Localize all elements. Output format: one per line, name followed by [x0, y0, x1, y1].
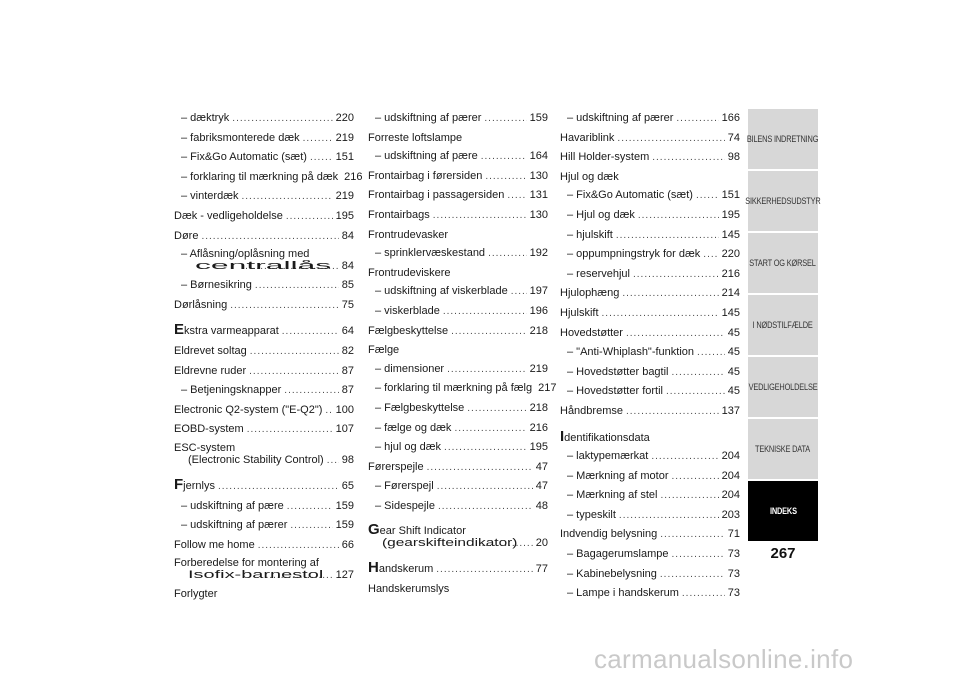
dot-leader: [485, 168, 526, 187]
dot-leader: [652, 149, 725, 168]
page-ref: 159: [335, 499, 354, 512]
index-term: – typeskilt: [567, 508, 616, 521]
dot-leader: [666, 383, 725, 402]
page-ref: 20: [535, 537, 548, 550]
page-ref: 145: [721, 228, 740, 241]
chapter-tab-label: INDEKS: [769, 506, 797, 516]
dot-leader: [696, 187, 719, 206]
index-term-continued: (Electronic Stability Control): [188, 453, 324, 466]
dot-leader: [290, 517, 332, 536]
index-term: jernlys: [183, 479, 215, 492]
page-ref: 204: [721, 469, 740, 482]
index-entry: [174, 420, 354, 440]
index-entry: [560, 245, 740, 265]
index-entry: [560, 265, 740, 285]
index-entry: [174, 555, 354, 585]
dot-leader: [626, 403, 719, 422]
dot-leader: [651, 448, 718, 467]
index-term: – udskiftning af pærer: [375, 112, 482, 124]
dot-leader: [230, 297, 339, 316]
index-term: Frontrudevasker: [368, 228, 449, 241]
page-ref: 82: [341, 344, 354, 357]
index-column-3: [560, 109, 740, 604]
dot-leader: [241, 188, 332, 207]
chapter-tab-7[interactable]: [748, 481, 818, 541]
page-ref: 218: [529, 401, 548, 414]
dot-leader: [676, 110, 718, 129]
page-ref: 47: [535, 480, 548, 493]
index-letter: F: [174, 475, 184, 493]
index-term: Dæk - vedligeholdelse: [174, 209, 283, 222]
index-entry: [174, 401, 354, 421]
dot-leader: [672, 364, 725, 383]
index-term: Forberedelse for montering af: [174, 557, 319, 570]
index-entry: [560, 565, 740, 585]
index-term: – Fælgbeskyttelse: [375, 401, 465, 414]
dot-leader: [671, 468, 718, 487]
index-term: – dimensioner: [375, 362, 445, 375]
index-term: – viskerblade: [375, 304, 440, 317]
index-term: – Hjul og dæk: [567, 208, 635, 221]
index-entry: [368, 264, 548, 283]
page-ref: 73: [727, 587, 740, 600]
index-term: Hill Holder-system: [560, 151, 650, 164]
index-letter: E: [174, 321, 185, 339]
index-entry: [174, 497, 354, 517]
index-term: – Fix&Go Automatic (sæt): [567, 189, 693, 202]
index-term: – oppumpningstryk for dæk: [567, 248, 701, 261]
dot-leader: [638, 207, 719, 226]
page-ref: 151: [335, 151, 354, 164]
index-entry: [368, 226, 548, 245]
watermark: carmanualsonline.info: [594, 644, 854, 674]
index-entry: [368, 559, 548, 580]
index-term: – Førerspejl: [375, 480, 434, 493]
index-entry: [174, 148, 354, 168]
index-entry: [174, 536, 354, 556]
index-entry: [174, 585, 354, 604]
index-entry: [368, 360, 548, 380]
index-entry: [368, 438, 548, 458]
page-ref: 87: [341, 384, 354, 397]
dot-leader: [672, 546, 725, 565]
index-entry: [174, 476, 354, 497]
dot-leader: [282, 323, 339, 342]
index-entry: [560, 402, 740, 422]
index-entry: [368, 458, 548, 478]
page-ref: 219: [335, 190, 354, 203]
index-term: – "Anti-Whiplash"-funktion: [567, 346, 695, 359]
index-term: – udskiftning af pære: [375, 150, 478, 163]
dot-leader: [454, 420, 526, 439]
index-term: – Hovedstøtter fortil: [567, 385, 663, 398]
page-ref: 216: [344, 170, 363, 183]
page-ref: 65: [341, 479, 354, 492]
index-term: – Hovedstøtter bagtil: [567, 365, 669, 378]
index-entry: [174, 227, 354, 247]
page-ref: 130: [529, 208, 548, 221]
index-term: – dæktryk: [181, 112, 230, 124]
index-term: dentifikationsdata: [564, 431, 650, 444]
index-term: – vinterdæk: [181, 190, 239, 203]
index-term: – laktypemærkat: [567, 450, 649, 463]
index-term: Hovedstøtter: [560, 326, 623, 339]
page-ref: 71: [727, 528, 740, 541]
index-entry: [368, 580, 548, 599]
page-ref: 166: [721, 112, 740, 124]
dot-leader: [325, 402, 332, 421]
index-entry: [368, 379, 557, 399]
index-term: – Betjeningsknapper: [181, 384, 282, 397]
page-ref: 130: [529, 169, 548, 182]
dot-leader: [258, 537, 339, 556]
page-ref: 98: [341, 453, 354, 466]
index-column-1: [174, 109, 363, 604]
index-entry: [560, 324, 740, 344]
index-term: – fabriksmonterede dæk: [181, 131, 300, 144]
page-ref: 192: [529, 247, 548, 260]
page-ref: 77: [535, 563, 548, 576]
index-term: Hjulskift: [560, 306, 599, 319]
chapter-tab-3[interactable]: [748, 233, 818, 293]
index-entry: [560, 129, 740, 149]
dot-leader: [443, 303, 527, 322]
page-ref: 196: [529, 304, 548, 317]
dot-leader: [444, 439, 527, 458]
page-ref: 75: [341, 298, 354, 311]
page-ref: 203: [721, 508, 740, 521]
index-term: – Kabinebelysning: [567, 567, 657, 580]
index-entry: [560, 467, 740, 487]
dot-leader: [622, 285, 718, 304]
dot-leader: [250, 343, 339, 362]
index-entry: [174, 362, 354, 382]
index-term: – forklaring til mærkning på dæk: [181, 170, 339, 183]
index-entry: [174, 109, 354, 129]
index-term: Follow me home: [174, 538, 255, 551]
dot-leader: [511, 283, 527, 302]
dot-leader: [481, 148, 527, 167]
page-ref: 164: [529, 150, 548, 163]
index-term: – forklaring til mærkning på fælg: [375, 382, 533, 395]
dot-leader: [451, 323, 527, 342]
index-entry: [368, 282, 548, 302]
dot-leader: [617, 130, 724, 149]
page-ref: 216: [721, 267, 740, 280]
index-term: – Mærkning af motor: [567, 469, 669, 482]
page-ref: 74: [727, 131, 740, 144]
index-letter: I: [560, 427, 565, 445]
index-letter: G: [368, 521, 380, 539]
index-term: andskerum: [378, 563, 434, 576]
index-entry: [560, 206, 740, 226]
page-ref: 84: [341, 229, 354, 242]
index-term: Håndbremse: [560, 404, 623, 417]
index-entry: [560, 168, 740, 187]
index-entry: [368, 399, 548, 419]
index-entry: [368, 109, 548, 129]
dot-leader: [602, 305, 719, 324]
page-ref: 204: [721, 450, 740, 463]
index-term: – udskiftning af pære: [181, 499, 284, 512]
index-entry: [368, 522, 548, 553]
index-entry: [560, 584, 740, 604]
chapter-tab-label: START OG KØRSEL: [749, 258, 817, 268]
index-term: Eldrevet soltag: [174, 344, 247, 357]
index-term: Forreste loftslampe: [368, 131, 463, 144]
dot-leader: [284, 382, 338, 401]
index-term: Frontairbag i passagersiden: [368, 189, 505, 202]
dot-leader: [507, 187, 526, 206]
page-ref: 220: [335, 112, 354, 124]
dot-leader: [310, 149, 333, 168]
page-ref: 87: [341, 364, 354, 377]
index-entry: [368, 497, 548, 517]
dot-leader: [232, 110, 332, 129]
chapter-tab-label: VEDLIGEHOLDELSE: [748, 382, 818, 392]
index-term: Indvendig belysning: [560, 528, 658, 541]
page-ref: 64: [341, 325, 354, 338]
index-term: Frontrudeviskere: [368, 266, 451, 279]
index-entry: [368, 477, 548, 497]
page-ref: 219: [529, 362, 548, 375]
index-entry: [560, 284, 740, 304]
page-ref: 127: [335, 569, 354, 582]
index-entry: [368, 206, 548, 226]
page-ref: 48: [535, 499, 548, 512]
index-term: Dørlåsning: [174, 298, 228, 311]
index-term-continued: Isofix-barnestol: [188, 569, 324, 582]
page-ref: 204: [721, 489, 740, 502]
index-term: – hjul og dæk: [375, 441, 442, 454]
index-term: Hjulophæng: [560, 287, 620, 300]
page-ref: 131: [529, 189, 548, 202]
index-entry: [560, 304, 740, 324]
index-entry: [560, 428, 740, 448]
dot-leader: [660, 566, 725, 585]
index-term: Forlygter: [174, 588, 218, 601]
index-term: – Bagagerumslampe: [567, 548, 669, 561]
page-ref: 107: [335, 423, 354, 436]
page-number: 267: [770, 545, 796, 562]
dot-leader: [327, 455, 339, 467]
index-entry: [368, 147, 548, 167]
chapter-tab-label: BILENS INDRETNING: [747, 134, 819, 144]
dot-leader: [436, 561, 532, 580]
page-ref: 45: [727, 365, 740, 378]
index-term: – sprinklervæskestand: [375, 247, 486, 260]
chapter-tab-2[interactable]: [745, 171, 821, 231]
dot-leader: [703, 246, 718, 265]
index-entry: [560, 486, 740, 506]
chapter-tab-4[interactable]: [748, 295, 818, 355]
dot-leader: [255, 277, 339, 296]
index-term: kstra varmeapparat: [184, 325, 279, 338]
index-term: – udskiftning af pærer: [181, 519, 288, 532]
index-entry: [368, 419, 548, 439]
chapter-tab-1[interactable]: [748, 109, 818, 169]
index-term: Fælgbeskyttelse: [368, 324, 449, 337]
index-term: ear Shift Indicator: [379, 525, 466, 538]
index-entry: [560, 109, 740, 129]
index-term: – Fix&Go Automatic (sæt): [181, 151, 307, 164]
index-entry: [368, 186, 548, 206]
index-letter: H: [368, 559, 379, 577]
dot-leader: [633, 266, 719, 285]
dot-leader: [433, 207, 527, 226]
index-entry: [368, 167, 548, 187]
index-term: Electronic Q2-system ("E-Q2"): [174, 403, 323, 416]
index-entry: [174, 321, 354, 342]
dot-leader: [427, 459, 533, 478]
page-ref: 219: [335, 131, 354, 144]
index-term: Eldrevne ruder: [174, 364, 247, 377]
page-ref: 137: [721, 404, 740, 417]
page-ref: 73: [727, 548, 740, 561]
page-ref: 218: [529, 324, 548, 337]
index-term: Førerspejle: [368, 460, 424, 473]
index-term: Frontairbag i førersiden: [368, 169, 483, 182]
index-term: ESC-system: [174, 441, 236, 454]
index-entry: [368, 244, 548, 264]
index-entry: [560, 545, 740, 565]
index-entry: [560, 447, 740, 467]
index-term: – reservehjul: [567, 267, 630, 280]
chapter-tab-label: I NØDSTILFÆLDE: [752, 320, 814, 330]
dot-leader: [201, 228, 338, 247]
index-term: – udskiftning af pærer: [567, 112, 674, 124]
index-entry: [560, 343, 740, 363]
index-entry: [560, 363, 740, 383]
chapter-tab-label: SIKKERHEDSUDSTYR: [745, 196, 821, 206]
chapter-tab-5[interactable]: [748, 357, 818, 417]
index-term-continued: (gearskifteindikator): [382, 537, 518, 550]
index-entry: [368, 302, 548, 322]
page-ref: 195: [529, 441, 548, 454]
page-ref: 45: [727, 346, 740, 359]
index-term: Havariblink: [560, 131, 615, 144]
page-ref: 217: [538, 382, 557, 395]
page-ref: 66: [341, 538, 354, 551]
index-entry: [560, 226, 740, 246]
index-term: – Sidespejle: [375, 499, 435, 512]
page-ref: 45: [727, 326, 740, 339]
index-term: Frontairbags: [368, 208, 430, 221]
index-term: – Aflåsning/oplåsning med: [181, 248, 310, 261]
page-ref: 195: [721, 208, 740, 221]
index-entry: [560, 525, 740, 545]
index-entry: [174, 187, 354, 207]
index-term: Fælge: [368, 344, 400, 357]
page-ref: 214: [721, 287, 740, 300]
page-ref: 45: [727, 385, 740, 398]
page-ref: 151: [721, 189, 740, 202]
index-entry: [560, 148, 740, 168]
index-entry: [174, 207, 354, 227]
dot-leader: [484, 110, 526, 129]
dot-leader: [249, 363, 339, 382]
page-ref: 159: [335, 519, 354, 532]
page-ref: 100: [335, 403, 354, 416]
dot-leader: [616, 227, 719, 246]
dot-leader: [697, 344, 725, 363]
index-entry: [368, 341, 548, 360]
chapter-tab-6[interactable]: [748, 419, 818, 479]
index-entry: [368, 129, 548, 148]
chapter-tab-label: TEKNISKE DATA: [755, 444, 811, 454]
index-entry: [174, 342, 354, 362]
dot-leader: [447, 361, 527, 380]
page-ref: 220: [721, 248, 740, 261]
index-term: – Lampe i handskerum: [567, 587, 679, 600]
index-entry: [560, 382, 740, 402]
dot-leader: [660, 526, 725, 545]
index-term: – fælge og dæk: [375, 421, 452, 434]
index-term: – Mærkning af stel: [567, 489, 658, 502]
page-ref: 84: [341, 260, 354, 273]
page-ref: 197: [529, 285, 548, 298]
index-entry: [368, 322, 548, 342]
index-term: Handskerumslys: [368, 583, 450, 596]
index-term: – hjulskift: [567, 228, 613, 241]
page-ref: 159: [529, 112, 548, 124]
index-entry: [174, 129, 354, 149]
dot-leader: [287, 498, 333, 517]
dot-leader: [286, 208, 333, 227]
dot-leader: [626, 325, 725, 344]
page-ref: 145: [721, 306, 740, 319]
index-entry: [174, 381, 354, 401]
index-entry: [174, 246, 354, 276]
dot-leader: [467, 400, 526, 419]
page-ref: 216: [529, 421, 548, 434]
index-term: – udskiftning af viskerblade: [375, 285, 508, 298]
page-ref: 195: [335, 209, 354, 222]
dot-leader: [619, 507, 719, 526]
dot-leader: [682, 585, 725, 604]
index-term: EOBD-system: [174, 423, 244, 436]
dot-leader: [247, 421, 333, 440]
chapter-tabs: [745, 109, 821, 543]
index-entry: [174, 440, 354, 470]
index-entry: [174, 296, 354, 316]
dot-leader: [438, 498, 533, 517]
page-ref: 73: [727, 567, 740, 580]
index-term: – Børnesikring: [181, 279, 252, 292]
dot-leader: [437, 478, 533, 497]
page-ref: 85: [341, 279, 354, 292]
index-column-2: [368, 109, 557, 599]
page-ref: 47: [535, 460, 548, 473]
dot-leader: [488, 245, 527, 264]
index-entry: [560, 506, 740, 526]
index-entry: [174, 168, 363, 188]
dot-leader: [660, 487, 718, 506]
index-entry: [174, 276, 354, 296]
index-entry: [560, 186, 740, 206]
index-entry: [174, 516, 354, 536]
dot-leader: [218, 478, 339, 497]
index-term: Hjul og dæk: [560, 170, 619, 183]
index-term-continued: centrallås: [195, 260, 332, 273]
dot-leader: [303, 130, 333, 149]
page-ref: 98: [727, 151, 740, 164]
index-term: Døre: [174, 229, 199, 242]
